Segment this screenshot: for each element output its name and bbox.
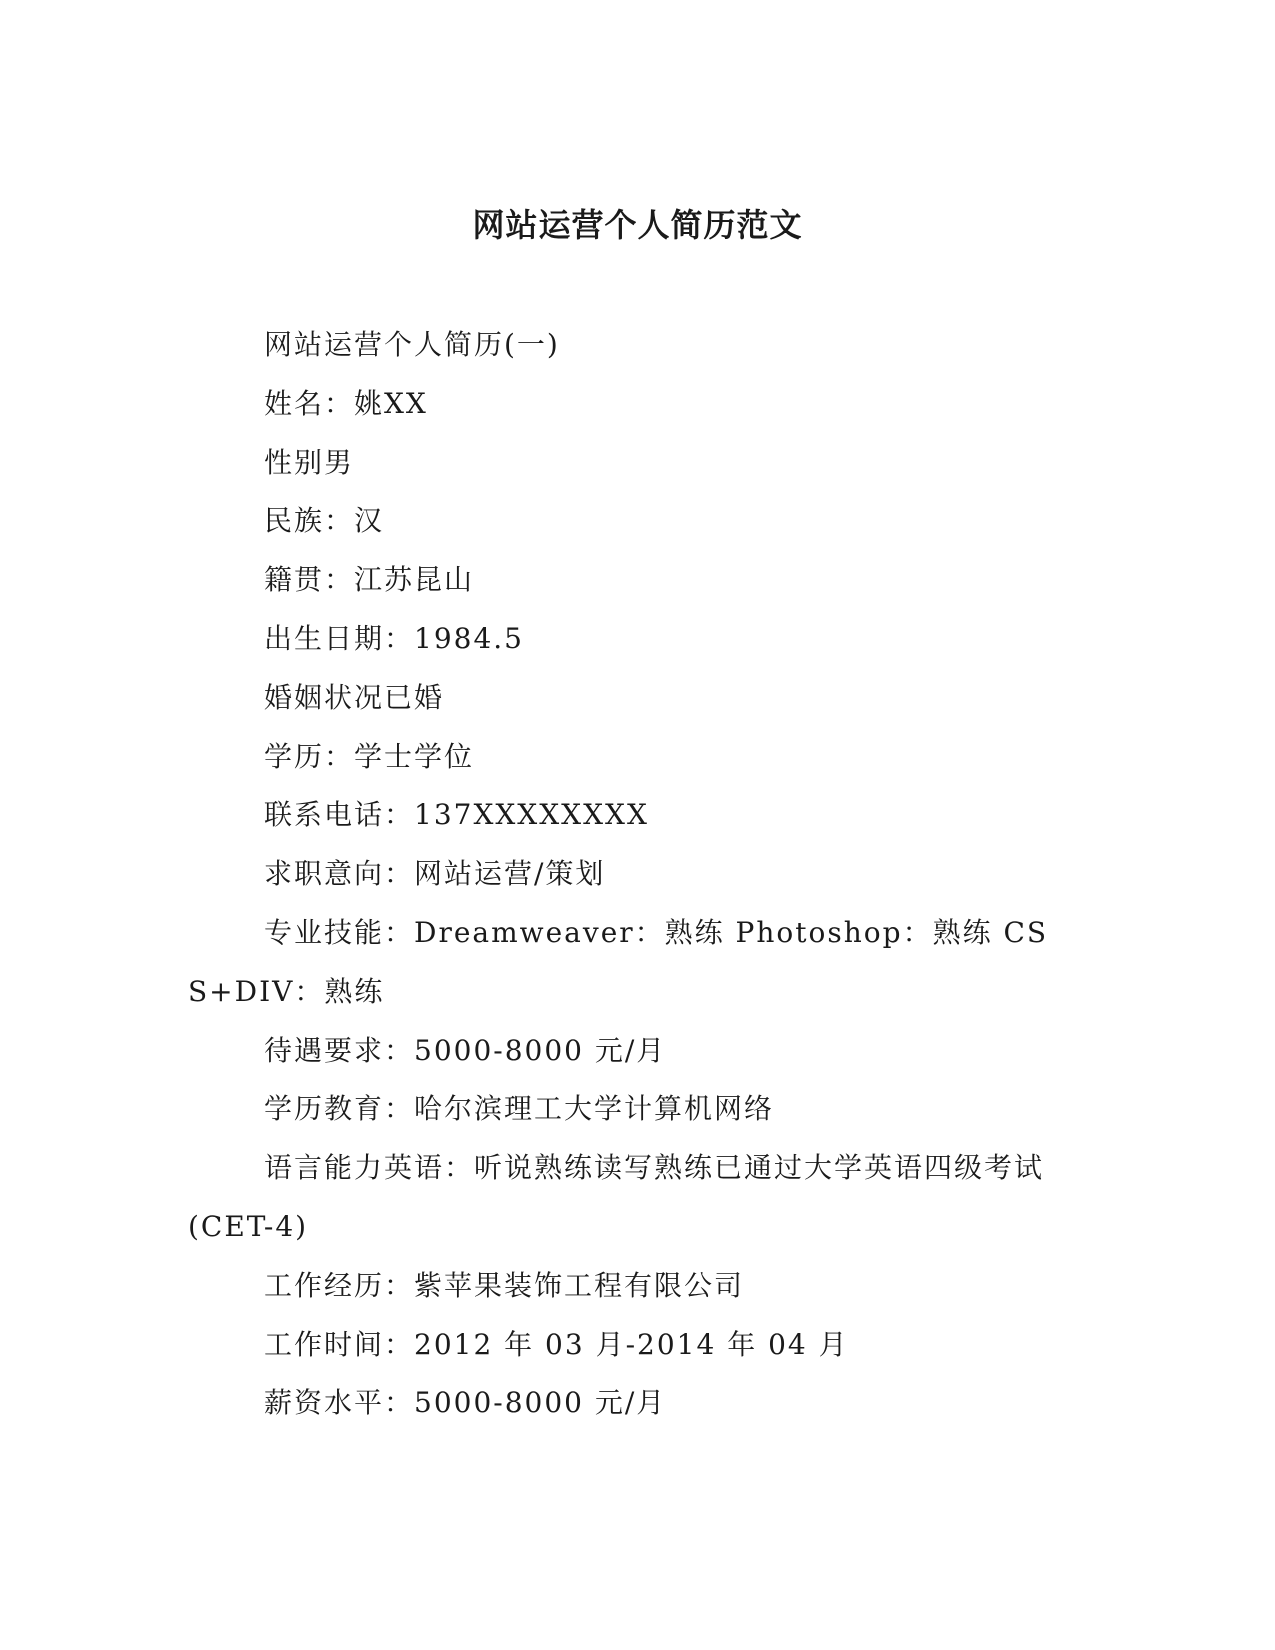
document-body [188,316,1068,1433]
name-line: 姓名：姚XX [264,386,428,420]
birth-date-line: 出生日期：1984.5 [264,621,524,655]
resume-heading: 网站运营个人简历(一) [264,328,560,361]
salary-level-line: 薪资水平：5000-8000 元/月 [264,1386,667,1420]
work-experience-line: 工作经历：紫苹果装饰工程有限公司 [264,1268,745,1302]
marital-status-line: 婚姻状况已婚 [264,680,445,714]
work-period-line: 工作时间：2012 年 03 月-2014 年 04 月 [264,1327,849,1361]
native-place-line: 籍贯：江苏昆山 [264,563,475,597]
job-intention-line: 求职意向：网站运营/策划 [264,857,606,891]
gender-line: 性别男 [264,445,355,479]
language-line: 语言能力英语：听说熟练读写熟练已通过大学英语四级考试(CET-4) [188,1151,1045,1243]
ethnicity-line: 民族：汉 [264,504,385,538]
document-title: 网站运营个人简历范文 [472,206,803,244]
phone-line: 联系电话：137XXXXXXXX [264,798,649,832]
degree-line: 学历：学士学位 [264,739,475,773]
salary-expectation-line: 待遇要求：5000-8000 元/月 [264,1033,667,1067]
education-line: 学历教育：哈尔滨理工大学计算机网络 [264,1092,775,1126]
skills-line: 专业技能：Dreamweaver：熟练 Photoshop：熟练 CSS+DIV：熟练 [188,915,1049,1008]
